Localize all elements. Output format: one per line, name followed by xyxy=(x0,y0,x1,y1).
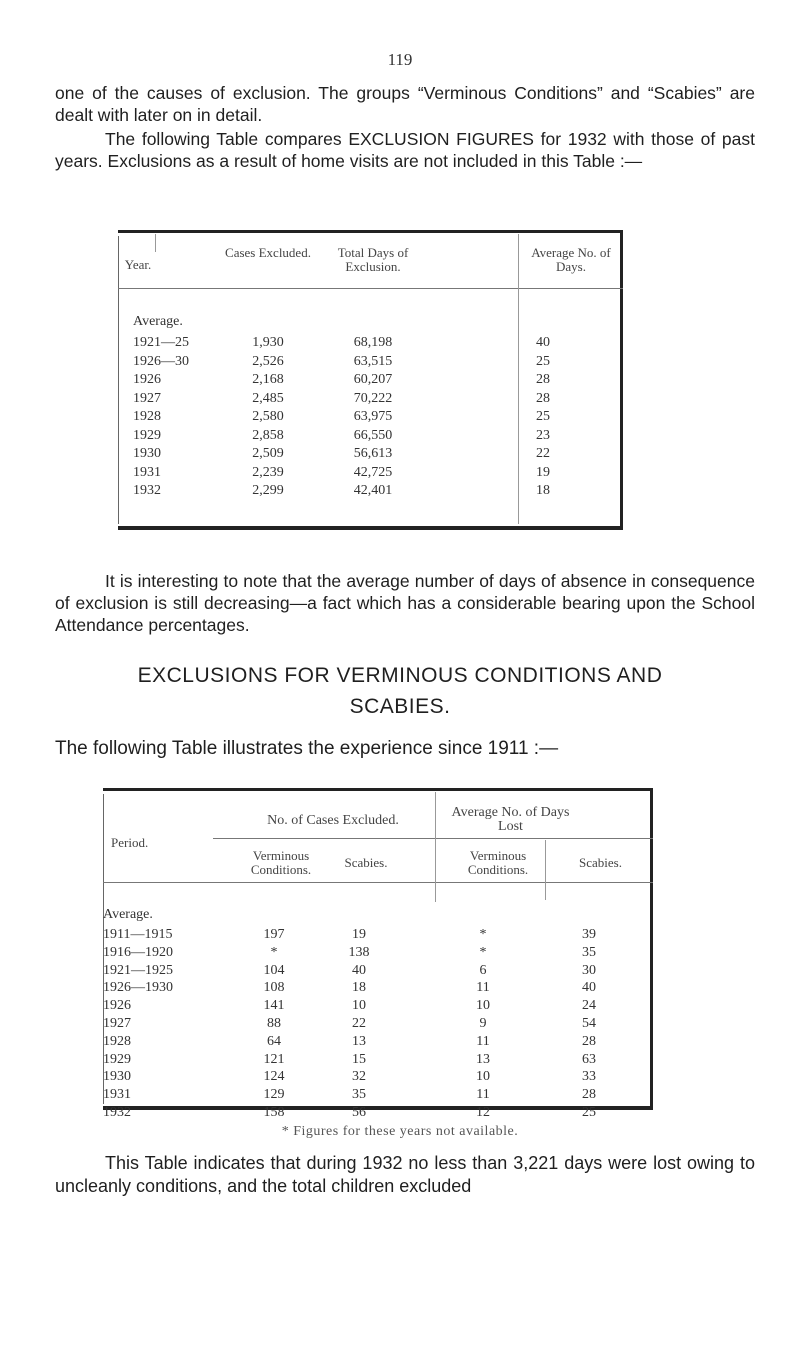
section-label-average: Average. xyxy=(133,314,183,329)
row-average-days: 19 xyxy=(536,464,550,480)
row-year: 1926 xyxy=(133,372,161,387)
row-average-days: 25 xyxy=(536,409,550,424)
row-verminous-days: * xyxy=(479,927,487,942)
row-verminous-days: * xyxy=(479,944,487,960)
row-period: 1932 xyxy=(103,1105,131,1120)
row-cases-excluded: 2,239 xyxy=(252,464,284,480)
row-scabies-days: 40 xyxy=(582,980,596,996)
row-total-days: 63,975 xyxy=(353,409,393,424)
row-average-days: 40 xyxy=(536,335,550,350)
row-period: 1927 xyxy=(103,1016,131,1031)
row-scabies-cases: 56 xyxy=(352,1105,366,1120)
row-scabies-cases: 138 xyxy=(348,944,370,960)
row-scabies-cases: 18 xyxy=(352,980,366,996)
section-label-average: Average. xyxy=(103,907,153,922)
row-verminous-days: 10 xyxy=(476,998,490,1014)
row-cases-excluded: 2,526 xyxy=(252,353,284,369)
row-scabies-days: 30 xyxy=(582,962,596,978)
header-verminous-days: Verminous Conditions. xyxy=(467,848,529,877)
table-footnote: * Figures for these years not available. xyxy=(281,1124,519,1139)
table-left-rule xyxy=(118,236,119,524)
row-average-days: 25 xyxy=(536,353,550,369)
row-verminous-cases: 104 xyxy=(263,962,285,978)
row-total-days: 56,613 xyxy=(353,446,393,461)
row-scabies-cases: 15 xyxy=(352,1051,366,1067)
row-average-days: 22 xyxy=(536,446,550,461)
section-heading-cont: SCABIES. xyxy=(349,695,451,718)
row-cases-excluded: 2,509 xyxy=(252,446,284,461)
column-divider xyxy=(435,792,436,902)
row-period: 1926—1930 xyxy=(103,980,173,996)
header-period: Period. xyxy=(111,835,149,850)
row-scabies-cases: 32 xyxy=(352,1069,366,1085)
row-period: 1921—1925 xyxy=(103,962,173,978)
row-verminous-cases: 141 xyxy=(263,998,285,1014)
row-scabies-days: 33 xyxy=(582,1069,596,1085)
row-verminous-cases: 88 xyxy=(267,1016,281,1031)
row-total-days: 60,207 xyxy=(353,372,393,387)
row-year: 1921—25 xyxy=(133,335,189,350)
group-header-rule xyxy=(213,838,653,839)
row-cases-excluded: 2,485 xyxy=(252,390,284,406)
row-verminous-cases: 197 xyxy=(263,927,285,942)
header-scabies-cases: Scabies. xyxy=(344,855,388,870)
row-scabies-cases: 19 xyxy=(352,927,366,942)
column-divider xyxy=(518,234,519,524)
row-period: 1911—1915 xyxy=(103,927,173,942)
row-average-days: 23 xyxy=(536,427,550,443)
table-right-rule xyxy=(620,230,623,530)
section-heading: EXCLUSIONS FOR VERMINOUS CONDITIONS AND xyxy=(137,664,663,687)
row-verminous-cases: 158 xyxy=(263,1105,285,1120)
row-scabies-days: 39 xyxy=(582,927,596,942)
row-year: 1929 xyxy=(133,427,161,443)
row-verminous-cases: * xyxy=(270,944,278,960)
row-scabies-days: 25 xyxy=(582,1105,596,1120)
header-rule xyxy=(103,882,653,883)
exclusion-figures-table xyxy=(118,230,623,530)
table-bottom-rule xyxy=(118,526,623,530)
row-scabies-days: 28 xyxy=(582,1087,596,1103)
row-verminous-cases: 108 xyxy=(263,980,285,996)
row-period: 1930 xyxy=(103,1069,131,1085)
table-right-rule xyxy=(650,788,653,1110)
row-scabies-cases: 40 xyxy=(352,962,366,978)
row-verminous-cases: 121 xyxy=(263,1051,285,1067)
paragraph-table-intro: The following Table compares EXCLUSION FIGURES for 1932 with those of past years. Exclusions as a result of home visits are not included in this Table :— xyxy=(55,129,755,171)
paragraph-intro: one of the causes of exclusion. The groups “Verminous Conditions” and “Scabies” are dealt with later on in detail. xyxy=(55,83,755,125)
row-average-days: 18 xyxy=(536,483,550,498)
page-number: 119 xyxy=(387,50,413,69)
row-total-days: 66,550 xyxy=(353,427,393,443)
verminous-scabies-table xyxy=(103,788,653,1120)
row-cases-excluded: 2,299 xyxy=(252,483,284,498)
row-year: 1926—30 xyxy=(133,353,189,369)
row-total-days: 70,222 xyxy=(353,390,393,406)
header-days-group: Average No. of Days Lost xyxy=(451,805,570,834)
row-verminous-days: 13 xyxy=(476,1051,490,1067)
header-average-days: Average No. of Days. xyxy=(531,245,611,274)
row-cases-excluded: 2,580 xyxy=(252,409,284,424)
paragraph-observation: It is interesting to note that the average number of days of absence in consequence of exclusion is still decreasing—a fact which has a considerable bearing upon the School Attendance percentages. xyxy=(55,571,755,635)
row-year: 1927 xyxy=(133,390,161,406)
row-total-days: 42,401 xyxy=(353,483,393,498)
row-period: 1926 xyxy=(103,998,131,1014)
header-cases-excluded: Cases Excluded. xyxy=(225,245,311,260)
row-verminous-days: 6 xyxy=(479,962,487,978)
row-cases-excluded: 2,858 xyxy=(252,427,284,443)
header-scabies-days: Scabies. xyxy=(579,855,622,870)
row-verminous-cases: 64 xyxy=(267,1033,281,1049)
row-scabies-days: 35 xyxy=(582,944,596,960)
row-year: 1930 xyxy=(133,446,161,461)
header-verminous-cases: Verminous Conditions. xyxy=(250,848,312,877)
row-scabies-cases: 22 xyxy=(352,1016,366,1031)
row-verminous-days: 12 xyxy=(476,1105,490,1120)
row-cases-excluded: 1,930 xyxy=(252,335,284,350)
row-verminous-days: 10 xyxy=(476,1069,490,1085)
column-divider xyxy=(155,234,156,252)
row-period: 1931 xyxy=(103,1087,131,1103)
row-verminous-cases: 129 xyxy=(263,1087,285,1103)
row-period: 1916—1920 xyxy=(103,944,173,960)
row-period: 1929 xyxy=(103,1051,131,1067)
row-verminous-days: 9 xyxy=(479,1016,487,1031)
row-year: 1928 xyxy=(133,409,161,424)
table-top-rule xyxy=(118,230,623,233)
paragraph-table2-intro: The following Table illustrates the experience since 1911 :— xyxy=(55,738,559,759)
row-year: 1932 xyxy=(133,483,161,498)
table-top-rule xyxy=(103,788,653,791)
paragraph-conclusion: This Table indicates that during 1932 no less than 3,221 days were lost owing to uncleanly conditions, and the total children excluded xyxy=(55,1153,755,1196)
row-total-days: 42,725 xyxy=(353,464,393,480)
row-scabies-cases: 10 xyxy=(352,998,366,1014)
row-average-days: 28 xyxy=(536,390,550,406)
row-total-days: 68,198 xyxy=(353,335,393,350)
row-verminous-days: 11 xyxy=(476,1087,490,1103)
row-scabies-days: 54 xyxy=(582,1016,596,1031)
row-cases-excluded: 2,168 xyxy=(252,372,284,387)
row-verminous-cases: 124 xyxy=(263,1069,285,1085)
row-scabies-cases: 35 xyxy=(352,1087,366,1103)
row-scabies-days: 24 xyxy=(582,998,596,1014)
row-total-days: 63,515 xyxy=(353,353,393,369)
row-year: 1931 xyxy=(133,464,161,480)
row-verminous-days: 11 xyxy=(476,980,490,996)
column-divider xyxy=(545,840,546,900)
row-scabies-days: 63 xyxy=(582,1051,596,1067)
header-total-days: Total Days of Exclusion. xyxy=(337,245,409,274)
row-period: 1928 xyxy=(103,1033,131,1049)
header-cases-group: No. of Cases Excluded. xyxy=(267,813,399,828)
header-rule xyxy=(118,288,623,289)
row-scabies-days: 28 xyxy=(582,1033,596,1049)
row-scabies-cases: 13 xyxy=(352,1033,366,1049)
header-year: Year. xyxy=(124,257,152,272)
row-average-days: 28 xyxy=(536,372,550,387)
row-verminous-days: 11 xyxy=(476,1033,490,1049)
